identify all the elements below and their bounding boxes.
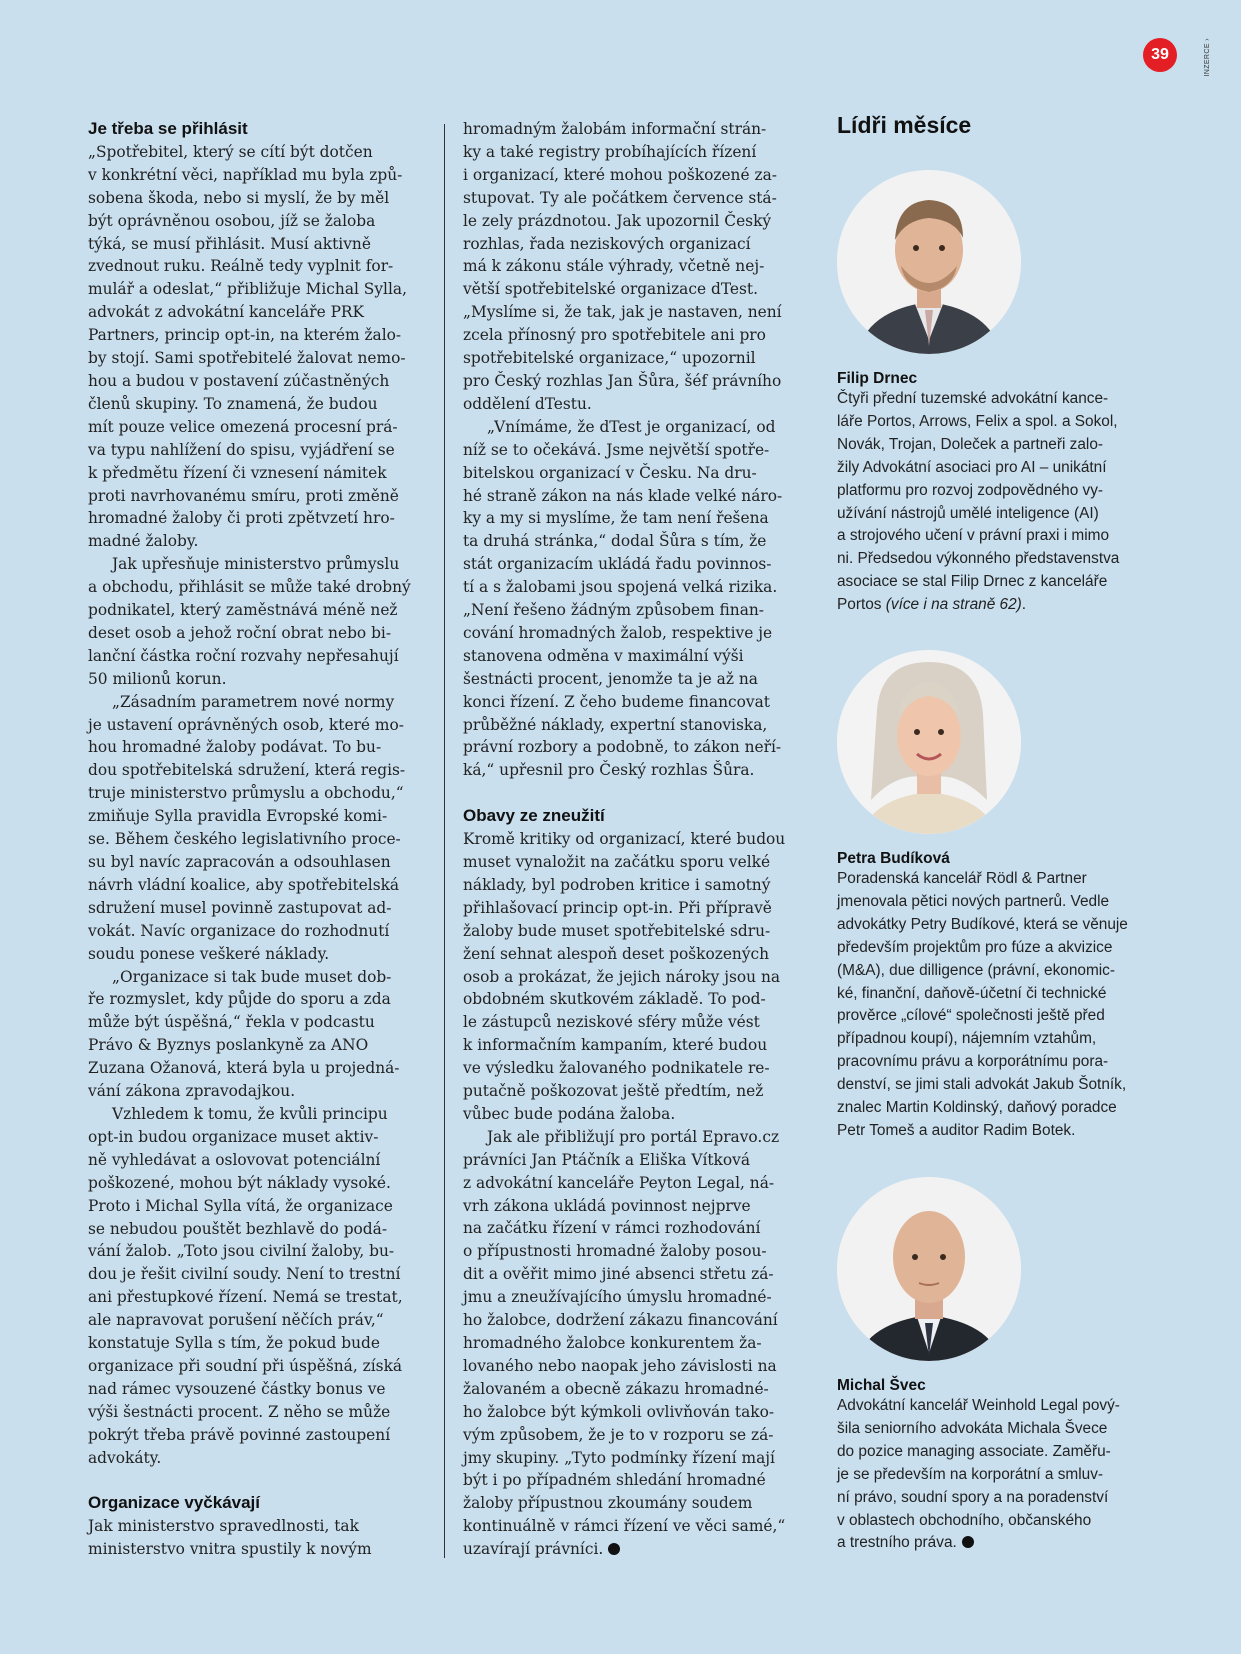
text-line: Jak ministerstvo spravedlnosti, tak [88,1517,359,1536]
text-line: ky a my si myslíme, že tam není řešena [463,509,769,528]
text-line: ministerstvo vnitra spustily k novým [88,1540,372,1559]
text-line: dit a ověřit mimo jiné absenci střetu zá- [463,1265,774,1284]
text-line: do pozice managing associate. Zaměřu- [837,1442,1111,1460]
article-end-mark [608,1543,620,1555]
text-line: zcela přínosný pro spotřebitele ani pro [463,326,766,345]
text-line: láře Portos, Arrows, Felix a spol. a Sokol, [837,412,1118,430]
text-line: je ustavení oprávněných osob, které mo- [88,715,404,734]
text-line: žaloby bude muset spotřebitelské sdru- [463,921,771,940]
article-end-mark [962,1536,974,1548]
text-line: osob a prokázat, že jejich nároky jsou na [463,967,781,986]
sidebar-title: Lídři měsíce [837,112,972,138]
text-line: mít pouze velice omezená procesní prá- [88,417,398,436]
text-line: ani přestupkové řízení. Nemá se trestat, [88,1288,403,1307]
text-line: průběžné náklady, expertní stanoviska, [463,715,768,734]
text-line: konci řízení. Z čeho budeme financovat [463,692,770,711]
text-line: denství, se jimi stali advokát Jakub Šotník, [837,1076,1127,1094]
text-line: „Myslíme si, že tak, jak je nastaven, není [463,303,782,322]
text-line: podnikatel, který zaměstnává méně než [88,601,398,620]
text-line: advokáty. [88,1448,162,1467]
text-line: Jak ale přibližují pro portál Epravo.cz [487,1127,780,1146]
text-line: zmiňuje Sylla pravidla Evropské komi- [88,807,388,826]
text-line: Petr Tomeš a auditor Radim Botek. [837,1121,1076,1139]
text-line: a trestního práva. [837,1532,1167,1555]
leader-card-filip-drnec [837,170,1167,617]
text-line: k předmětu řízení či vznesení námitek [88,463,387,482]
text-line: Novák, Trojan, Doleček a partneři zalo- [837,435,1104,453]
leader-description-end: Portos (více i na straně 62). [837,596,1027,614]
text-line: „Organizace si tak bude muset dob- [112,967,392,986]
c1-paragraph-4 [88,966,428,1103]
text-line: vání žalob. „Toto jsou civilní žaloby, bu- [88,1242,395,1261]
article-column-1 [88,118,428,1561]
leader-name: Filip Drnec [837,370,918,387]
text-line: asociace se stal Filip Drnec z kanceláře [837,573,1108,591]
text-line: hou hromadné žaloby podávat. To bu- [88,738,382,757]
text-line: a obchodu, přihlásit se může také drobný [88,578,411,597]
text-line: být i po případném shledání hromadné [463,1471,766,1490]
text-line: znalec Martin Koldinský, daňový poradce [837,1099,1117,1117]
text-line: členů skupiny. To znamená, že budou [88,394,378,413]
text-line: „Vnímáme, že dTest je organizací, od [487,417,776,436]
leader-card-michal-svec [837,1177,1167,1555]
text-line: stát organizacím ukládá řadu povinnos- [463,555,772,574]
text-line: deset osob a jehož roční obrat nebo bi- [88,623,392,642]
text-line: případnou koupí), nájemním vztahům, [837,1030,1097,1048]
text-line: (M&A), due dilligence (právní, ekonomic- [837,961,1116,979]
text-line: Právo & Byznys poslankyně za ANO [88,1036,369,1055]
text-line: organizace při soudní při úspěšná, získá [88,1356,403,1375]
text-line: cování hromadných žalob, respektive je [463,623,773,642]
text-line: ře rozmyslet, kdy půjde do sporu a zda [88,990,391,1009]
leader-description [837,1395,1167,1555]
c1-paragraph-3 [88,691,428,966]
text-line: Vzhledem k tomu, že kvůli principu [112,1104,388,1123]
leader-description [837,388,1167,594]
text-line: mulář a odeslat,“ přibližuje Michal Sylla, [88,280,407,299]
portrait-photo-filip-drnec [837,170,1021,354]
text-line: putačně poškozovat ještě předtím, než [463,1082,764,1101]
text-line: je se především na korporátní a smluv- [837,1465,1104,1483]
leader-description [837,868,1167,1143]
leader-name: Michal Švec [837,1377,926,1394]
text-line: užívání nástrojů umělé inteligence (AI) [837,504,1099,522]
text-line: ky a také registry probíhajících řízení [463,142,757,161]
c2-paragraph-4 [463,1126,803,1561]
text-line: náklady, byl podroben kritice i samotný [463,875,771,894]
text-line: zvednout ruku. Reálně tedy vyplnit for- [88,257,394,276]
portrait-photo-petra-budikova [837,650,1021,834]
text-line: ale napravovat porušení něčích práv,“ [88,1311,384,1330]
text-line: pracovnímu právu a korporátnímu pora- [837,1053,1109,1071]
text-line: návrh vládní koalice, aby spotřebitelská [88,875,400,894]
text-line: jmenovala pětici nových partnerů. Vedle [837,892,1110,910]
text-line: právníci Jan Ptáčník a Eliška Vítková [463,1150,751,1169]
text-line: „Spotřebitel, který se cítí být dotčen [88,142,373,161]
c1-paragraph-1 [88,141,428,553]
text-line: Zuzana Ožanová, která byla u projedná- [88,1059,400,1078]
text-line: poškozené, mohou být náklady vysoké. [88,1173,391,1192]
text-line: v oblastech obchodního, občanského [837,1511,1092,1529]
text-line: týká, se musí přihlásit. Musí aktivně [88,234,371,253]
text-line: advokát z advokátní kanceláře PRK [88,303,365,322]
text-line: advokátky Petry Budíkové, která se věnuje [837,915,1128,933]
text-line: „Není řešeno žádným způsobem finan- [463,601,764,620]
text-line: lanční částka roční rozvahy nepřesahují [88,646,399,665]
text-line: stupovat. Ty ale počátkem července stá- [463,188,777,207]
text-line: šestnácti procent, jenomže ta je až na [463,669,758,688]
text-line: sobena škoda, nebo si myslí, že by měl [88,188,390,207]
text-line: lovaného nebo naopak jeho závislosti na [463,1356,777,1375]
c1-paragraph-2 [88,553,428,690]
text-line: i organizací, které mohou poškozené za- [463,165,777,184]
text-line: žaloby přípustnou zkoumány soudem [463,1494,753,1513]
page-number-badge: 39 [1143,38,1177,72]
leader-card-petra-budikova [837,650,1167,1143]
leaders-sidebar [837,112,1167,1552]
text-line: pokrýt třeba právě povinné zastoupení [88,1425,391,1444]
text-line: pro Český rozhlas Jan Šůra, šéf právního [463,371,782,390]
text-line: bitelskou organizací v Česku. Na dru- [463,463,757,482]
text-line: vokát. Navíc organizace do rozhodnutí [88,921,390,940]
text-line: nad rámec vysouzené částky bonus ve [88,1379,386,1398]
section-label: INZERCE › [1204,38,1211,77]
text-line: proti navrhovanému smíru, proti změně [88,486,399,505]
text-line: dou je řešit civilní soudy. Není to trestní [88,1265,401,1284]
subheading-obavy: Obavy ze zneužití [463,806,605,826]
text-line: hromadným žalobám informační strán- [463,120,767,138]
portrait-photo-michal-svec [837,1177,1021,1361]
text-line: může být úspěšná,“ řekla v podcastu [88,1013,375,1032]
text-line: ká,“ upřesnil pro Český rozhlas Šůra. [463,761,755,780]
text-line: ho žalobce, dodržení zákazu financování [463,1311,778,1330]
text-line: právní rozbory a podobně, to zákon neří- [463,738,782,757]
text-line: větší spotřebitelské organizace dTest. [463,280,758,299]
text-line: Jak upřesňuje ministerstvo průmyslu [112,555,400,574]
text-line: platformu pro rozvoj zodpovědného vy- [837,481,1104,499]
text-line: Čtyři přední tuzemské advokátní kance- [837,390,1109,407]
text-line: su byl navíc zapracován a odsouhlasen [88,853,391,871]
text-line: Partners, princip opt-in, na kterém žalo- [88,326,402,345]
text-line: se. Během českého legislativního proce- [88,830,401,849]
c2-paragraph-2 [463,416,803,783]
text-line: žily Advokátní asociaci pro AI – unikátní [837,458,1107,476]
text-line: v konkrétní věci, například mu byla způ- [88,165,403,184]
text-line: vání zákona zpravodajkou. [88,1082,296,1101]
text-line: le zástupců neziskové sféry může vést [463,1013,760,1032]
text-line: Kromě kritiky od organizací, které budou [463,830,786,849]
text-line: uzavírají právníci. [463,1538,803,1561]
text-line: prověrce „cílové“ společnosti ještě před [837,1007,1105,1025]
text-line: kontinuálně v rámci řízení ve věci samé,“ [463,1517,786,1536]
text-line: vůbec bude podána žaloba. [463,1104,676,1123]
text-line: konstatuje Sylla s tím, že pokud bude [88,1334,380,1353]
text-line: obdobném skutkovém základě. To pod- [463,990,766,1009]
article-column-2 [463,118,803,1561]
text-line: soudu ponese veškeré náklady. [88,944,330,963]
text-line: se nebudou pouštět bezhlavě do podá- [88,1219,388,1238]
text-line: ho žalobce být kýmkoli ovlivňován tako- [463,1402,775,1421]
text-line: být oprávněnou osobou, jíž se žaloba [88,211,376,230]
text-line: na začátku řízení v rámci rozhodování [463,1219,761,1238]
text-line: jmu a zneužívajícího úmyslu hromadné- [463,1288,772,1307]
text-line: rozhlas, řada neziskových organizací [463,234,751,253]
text-line: spotřebitelské organizace,“ upozornil [463,349,756,368]
text-line: Poradenská kancelář Rödl & Partner [837,870,1087,887]
c2-paragraph-3 [463,828,803,1126]
leader-name: Petra Budíková [837,850,950,867]
text-line: Advokátní kancelář Weinhold Legal pový- [837,1397,1120,1414]
text-line: opt-in budou organizace muset aktiv- [88,1127,379,1146]
c1-paragraph-5 [88,1103,428,1470]
text-line: ní právo, soudní spory a na poradenství [837,1488,1109,1506]
c1-paragraph-6 [88,1515,428,1561]
text-line: Proto i Michal Sylla vítá, že organizace [88,1196,393,1215]
text-line: k informačním kampaním, které budou [463,1036,768,1055]
text-line: oddělení dTestu. [463,394,592,413]
text-line: vrh zákona ukládá povinnost nejprve [463,1196,751,1215]
text-line: výši šestnácti procent. Z něho se může [88,1402,391,1421]
text-line: le zely prázdnotou. Jak upozornil Český [463,211,772,230]
text-line: z advokátní kanceláře Peyton Legal, ná- [463,1173,775,1192]
text-line: hé straně zákon na nás klade velké náro- [463,486,783,505]
text-line: sdružení musel povinně zastupovat ad- [88,898,392,917]
text-line: dou spotřebitelská sdružení, která regis- [88,761,406,780]
column-divider [444,124,445,1558]
text-line: hromadného žalobce konkurentem ža- [463,1334,762,1353]
c2-paragraph-1 [463,118,803,416]
text-line: 50 milionů korun. [88,669,227,688]
text-line: ké, finanční, daňově-účetní či technické [837,984,1107,1002]
text-line: tí a s žalobami jsou spojená velká rizika. [463,578,778,597]
text-line: „Zásadním parametrem nové normy [112,692,395,711]
text-line: má k zákonu stále výhrady, včetně nej- [463,257,765,276]
text-line: stanovena odměna v maximální výši [463,646,744,665]
text-line: truje ministerstvo průmyslu a obchodu,“ [88,784,404,803]
text-line: přihlašovací princip opt-in. Při přípravě [463,898,772,917]
text-line: níž se to očekává. Jsme největší spotře- [463,440,770,459]
text-line: jmy skupiny. „Tyto podmínky řízení mají [463,1448,775,1467]
text-line: žalovaném a obecně zákazu hromadné- [463,1379,769,1398]
text-line: hou a budou v postavení zúčastněných [88,371,390,390]
text-line: a strojového učení v právní praxi i mimo [837,527,1110,545]
text-line: va typu nahlížení do spisu, vyjádření se [88,440,395,459]
subheading-organizace: Organizace vyčkávají [88,1493,261,1513]
text-line: ni. Předsedou výkonného představenstva [837,550,1120,568]
text-line: ně vyhledávat a oslovovat potenciální [88,1150,381,1169]
text-line: o přípustnosti hromadné žaloby posou- [463,1242,767,1261]
text-line: ve výsledku žalovaného podnikatele re- [463,1059,770,1078]
text-line: ta druhá stránka,“ dodal Šůra s tím, že [463,532,767,551]
text-line: muset vynaložit na začátku sporu velké [463,852,771,871]
text-line: žení sehnat alespoň deset poškozených [463,944,770,963]
text-line: šila seniorního advokáta Michala Švece [837,1419,1108,1437]
text-line: především projektům pro fúze a akvizice [837,938,1113,956]
text-line: by stojí. Sami spotřebitelé žalovat nemo- [88,349,406,368]
text-line: hromadné žaloby či proti zpětvzetí hro- [88,509,395,528]
text-line: vým způsobem, že je to v rozporu se zá- [463,1425,774,1444]
subheading-prihlasit: Je třeba se přihlásit [88,119,248,138]
text-line: madné žaloby. [88,532,199,551]
